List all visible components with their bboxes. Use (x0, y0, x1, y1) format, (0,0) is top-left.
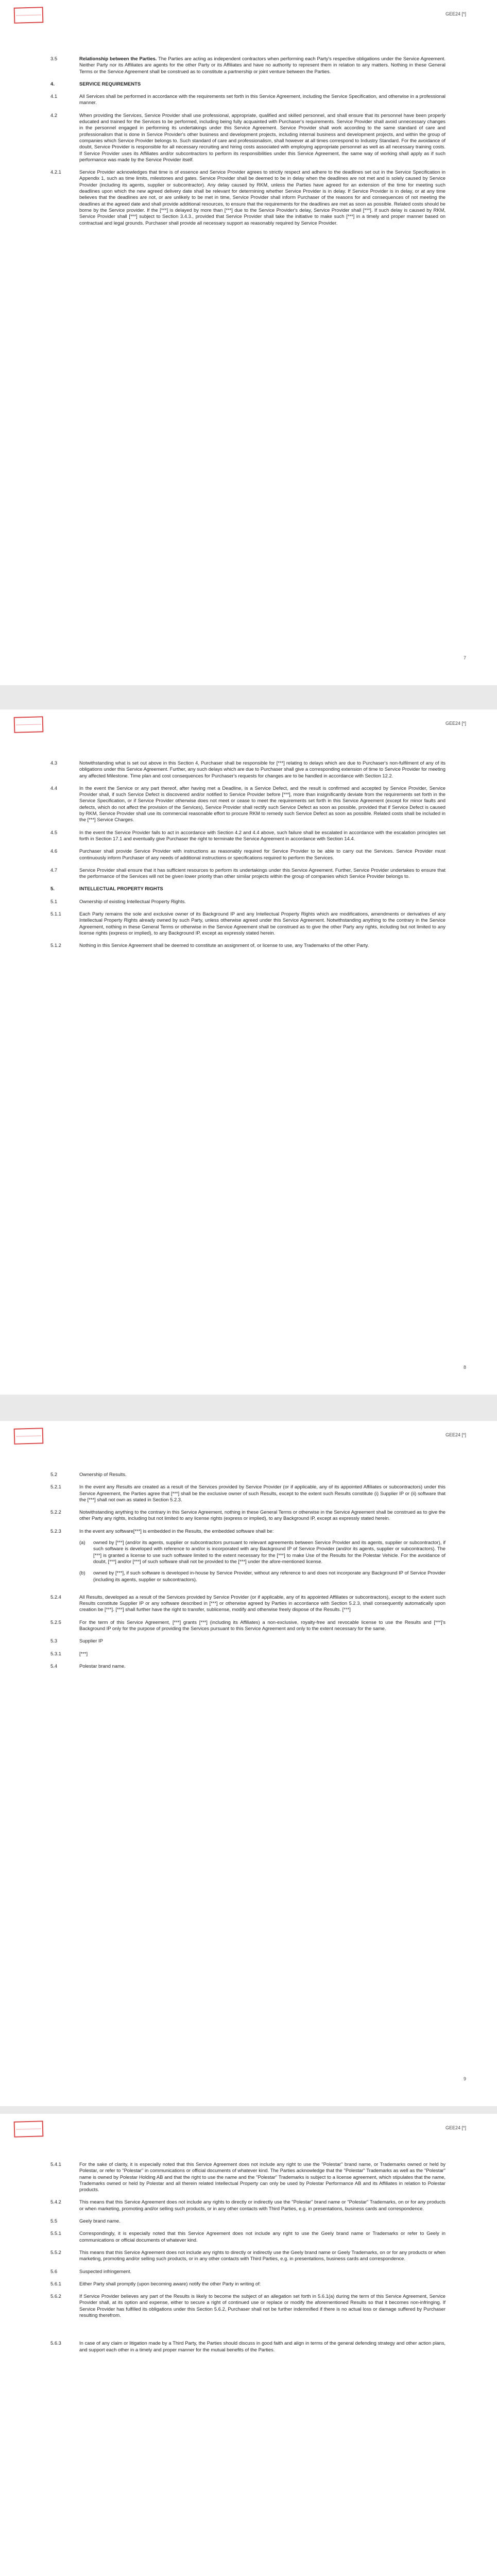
clause (50, 829, 445, 842)
confidential-stamp (14, 716, 44, 733)
clause (50, 899, 445, 905)
page-number: 7 (463, 655, 466, 660)
clause (50, 2199, 445, 2212)
clause-lead: Relationship between the Parties. (79, 56, 157, 61)
clause-text: Ownership of Results. (79, 1471, 127, 1477)
clause (50, 2340, 445, 2353)
sub-item-text: owned by [***] (and/or its agents, supplier or subcontractors pursuant to relevant agreements between Service Provider and its agents, supplier or subcontractor), if such software is developed with reference to and/or is incorporated with any Background IP of Service Provider (and/or its agents, supplier or subcontractors). The [***] is granted a license to use such software limited to the extent necessary for the [***] to make Use of the Results for the Polestar Vehicle. For the avoidance of doubt, [***] and/or [***] of such software shall not be provided to the [***] under the afore-mentioned license. (93, 1539, 445, 1564)
confidential-stamp (14, 1428, 44, 1444)
section-number: 5. (50, 886, 55, 892)
sub-item-text: owned by [***], if such software is developed in-house by Service Provider, without any reference to and does not incorporate any Background IP of Service Provider (including its agents, supplier or subcontractors). (93, 1570, 445, 1582)
clause-number: 4.6 (50, 848, 58, 854)
clause-text: This means that this Service Agreement does not include any rights to directly or indirectly use the Geely brand name or Geely Trademarks, on or for any products or when marketing, promoting and/or selling such products, or in any other contacts with Third Parties, e.g. in presentations, business cards and correspondence. (79, 2249, 445, 2262)
clause-text: Purchaser shall provide Service Provider with instructions as reasonably required for Service Provider to be able to carry out the Services. Service Provider must continuously inform Purchaser of any needs of additional instructions or specifications required to perform the Services. (79, 848, 445, 860)
page-content (50, 760, 445, 955)
clause (50, 112, 445, 163)
clause-text: Ownership of existing Intellectual Property Rights. (79, 898, 186, 904)
clause-number: 4.7 (50, 867, 58, 873)
clause-number: 5.5.2 (50, 2249, 61, 2255)
clause (50, 2249, 445, 2262)
clause-number: 3.5 (50, 56, 58, 61)
clause-text: Correspondingly, it is especially noted that this Service Agreement does not include any right to use the Geely brand name or Trademarks or refer to Geely in communications or official documents of whatever kind. (79, 2230, 445, 2243)
clause-text: In the event the Service or any part thereof, after having met a Deadline, is a Service Defect, and the result is confirmed and accepted by Service Provider, Service Provider shall, if such Service Defect is discovered and/or notified to Service Provider before [***], more than insignificantly deviate from the requirements set forth in the Service Specification, or if Service Provider otherwise does not meet or cease to meet the requirements set forth in this Service Agreement (except for minor faults and defects, which do not affect the provision of the Services), Service Provider shall rectify such Service Defect as soon as possible, provided that if Service Defect is caused by RKM, Service Provider shall use its commercial reasonable effort to procure RKM to remedy such Service Defect as soon as possible. Related costs shall be included in the [***] Service Charges. (79, 785, 445, 823)
clause-text: Nothing in this Service Agreement shall be deemed to constitute an assignment of, or license to use, any Trademarks of the other Party. (79, 942, 369, 948)
clause-number: 5.1 (50, 898, 58, 904)
clause-text: Each Party remains the sole and exclusive owner of its Background IP and any Intellectual Property Rights which are modifications, amendments or derivatives of any Intellectual Property Rights already owned by such Party, unless otherwise agreed under this Service Agreement. Notwithstanding anything to the contrary in the Service Agreement, nothing in these General Terms or otherwise in the Service Agreement shall be construed as to give the other Party any rights, including but not limited to any license rights (express or implied), to any Background IP, except as expressly stated herein. (79, 911, 445, 936)
clause-text: [***] (79, 1650, 88, 1656)
clause (50, 911, 445, 936)
clause-text: Supplier IP (79, 1638, 103, 1644)
clause-number: 5.3 (50, 1638, 58, 1644)
clause (50, 2218, 445, 2224)
clause-number: 5.1.2 (50, 942, 61, 948)
clause (50, 2281, 445, 2287)
clause-number: 5.6.2 (50, 2293, 61, 2299)
clause-text: Service Provider shall ensure that it has sufficient resources to perform its undertakings under this Service Agreement. Further, Service Provider undertakes to ensure that the performance of the Services will not be given lower priority than other similar projects within the group of companies which Service Provider belongs to. (79, 867, 445, 879)
confidential-stamp (14, 2121, 44, 2137)
clause-number: 5.6 (50, 2268, 58, 2274)
clause-body: The Parties are acting as independent contractors when performing each Party's respective obligations under the Service Agreement. Neither Party nor its Affiliates are agents for the other Party or its Affiliates and have no authority to represent them in relation to any matters. Nothing in these General Terms or the Service Agreement shall be construed as to constitute a partnership or joint venture between the Parties. (79, 56, 445, 74)
clause (50, 1528, 445, 1588)
clause-number: 5.4 (50, 1663, 58, 1669)
clause (50, 942, 445, 948)
clause-text: Polestar brand name. (79, 1663, 126, 1669)
clause (50, 93, 445, 106)
clause-text: Notwithstanding what is set out above in this Section 4, Purchaser shall be responsible for [***] relating to delays which are due to Purchaser's non-fulfilment of any of its obligations under this Service Agreement. Further, any such delays which are due to Purchaser shall give a corresponding extension of time to Service Provider for meeting any affected Milestone. Time plan and cost consequences for Purchaser's requests for changes are to be handled in accordance with Section 12.2. (79, 760, 445, 778)
page-content (50, 56, 445, 232)
clause-number: 4.4 (50, 785, 58, 791)
clause (50, 785, 445, 823)
section-heading (50, 81, 445, 87)
sub-item (79, 1570, 445, 1583)
clause (50, 56, 445, 75)
clause (50, 2268, 445, 2275)
clause-text: Service Provider acknowledges that time is of essence and Service Provider agrees to strictly respect and adhere to the deadlines set out in the Service Specification in Appendix 1, such as time limits, milestones and gates. Service Provider shall be deemed to be in delay when the deadlines are not met and is solely caused by Service Provider (including its agents, supplier or subcontractor). Any delay caused by RKM, unless the Parties have agreed for an extension of the time for meeting such deadlines upon which the new agreed delivery date shall be relevant for determining whether Service Provider is in delay. If Service Provider is in delay, or at any time believes that the deadlines are not, or are unlikely to be met in time, Service Provider shall inform Purchaser of the reasons for and consequences of not meeting the deadlines at the agreed date and shall provide additional resources, to ensure that the requirements for the deadlines are met as soon as possible. Related costs should be borne by the Service provider. If the [***] is delayed by more than [***] due to the Service Provider's delay, Service Provider shall [***]. If such delay is caused by RKM, Service Provider shall [***] subject to Section 3.4.3., provided that Service Provider shall take the initiative to make such [***] in a timely and proper manner based on contractual and legal grounds. Purchaser shall provide all necessary support as reasonably required by Service Provider. (79, 169, 445, 226)
clause-number: 5.6.1 (50, 2280, 61, 2286)
clause-text: For the sake of clarity, it is especially noted that this Service Agreement does not include any right to use the "Polestar" brand name, or Trademarks owned or held by Polestar, or refer to "Polestar" in communications or official documents of whatever kind. The Parties acknowledge that the "Polestar" Trademarks as well as the "Polestar" name is owned by Polestar Holding AB and that the right to use the name and the "Polestar" Trademarks is subject to a license agreement, which stipulates that the name, Trademarks owned or held by Polestar and all therein related Intellectual Property can only be used by Polestar Performance AB and its Affiliates in relation to Polestar products. (79, 2161, 445, 2193)
confidential-stamp (14, 7, 44, 23)
clause-number: 5.2.4 (50, 1594, 61, 1600)
document-code: GEE24 [*] (445, 721, 466, 726)
clause (50, 848, 445, 861)
clause (50, 2161, 445, 2193)
document-page (0, 1421, 497, 2106)
sub-item-number: (b) (79, 1570, 85, 1576)
clause-number: 4.3 (50, 760, 58, 766)
clause-number: 5.4.2 (50, 2199, 61, 2205)
clause-number: 5.5 (50, 2218, 58, 2224)
clause-number: 5.2.2 (50, 1509, 61, 1515)
clause-text: Geely brand name. (79, 2218, 121, 2224)
clause-number: 5.4.1 (50, 2161, 61, 2167)
clause (50, 2230, 445, 2243)
clause (50, 1663, 445, 1669)
clause (50, 1651, 445, 1657)
clause-number: 5.5.1 (50, 2230, 61, 2236)
clause-number: 5.6.3 (50, 2340, 61, 2346)
clause-text (79, 56, 445, 75)
section-title: SERVICE REQUIREMENTS (79, 80, 141, 87)
document-code: GEE24 [*] (445, 11, 466, 16)
clause-number: 5.2.1 (50, 1484, 61, 1490)
document-page (0, 709, 497, 1395)
clause-number: 4.5 (50, 829, 58, 835)
clause-text: In case of any claim or litigation made by a Third Party, the Parties should discuss in good faith and align in terms of the general defending strategy and other action plans, and support each other in a timely and proper manner for the mutual benefits of the Parties. (79, 2340, 445, 2352)
clause-text: All Results, developed as a result of the Services provided by Service Provider (or if applicable, any of its appointed Affiliates or subcontractors), except to the extent such Results constitute Supplier IP or any software described in [***] or otherwise agreed by Parties in accordance with Section 5.2.3, shall consequently automatically upon creation be [***]. [***] shall further have the right to transfer, sublicense, modify and otherwise freely dispose of the Results. [***] (79, 1594, 445, 1613)
clause-body: If Service Provider believes any part of the Results is likely to become the subject of an allegation set forth in 5.6.1(a) during the term of this Service Agreement, Service Provider shall, at its option and expense, either to secure a right of continued use or replace or modify the aforementioned Results so that it becomes non-infringing. If Service Provider has fulfilled its obligations under this Section 5.6.2, Purchaser shall not be further indemnified if there is no actual loss or damage suffered by Purchaser resulting therefrom. (79, 2293, 445, 2318)
document-page (0, 0, 497, 685)
sub-item (79, 1539, 445, 1565)
section-title: INTELLECTUAL PROPERTY RIGHTS (79, 886, 163, 892)
clause (50, 867, 445, 880)
clause-number: 4.2.1 (50, 169, 61, 175)
clause-number: 5.2.5 (50, 1619, 61, 1625)
clause (50, 1484, 445, 1503)
clause (50, 1594, 445, 1613)
clause-body: In the event any software[***] is embedded in the Results, the embedded software shall be: (79, 1528, 274, 1534)
clause (50, 2293, 445, 2334)
page-content (50, 2161, 445, 2365)
document-code: GEE24 [*] (445, 2125, 466, 2130)
clause-text: All Services shall be performed in accordance with the requirements set forth in this Service Agreement, including the Service Specification, and otherwise in a professional manner. (79, 93, 445, 106)
clause-text: Either Party shall promptly (upon becoming aware) notify the other Party in writing of: (79, 2280, 261, 2286)
clause-text (79, 1528, 445, 1588)
clause (50, 1638, 445, 1644)
clause-text: When providing the Services, Service Provider shall use professional, appropriate, qualified and skilled personnel, and shall ensure that its personnel have been properly educated and trained for the Services to be performed, including being fully acquainted with Purchaser's requirements. Service Provider shall avoid unnecessary changes in the personnel engaged in performing its undertakings under this Service Agreement. Service Provider shall work according to the same standard of care and professionalism that is done in Service Provider's other business and development projects, including internal business and development projects, and within the group of companies which Service Provider belongs to. Such standard of care and professionalism, shall however at all times correspond to Industry Standard. For the avoidance of doubt, Service Provider is responsible for all necessary recruiting and hiring costs associated with employing appropriate personnel as well as all necessary training costs. If Service Provider uses its Affiliates and/or subcontractors to perform its responsibilities under this Service Agreement, the same way of working shall apply as if such performance was made by the Service Provider itself. (79, 112, 445, 162)
clause-number: 4.2 (50, 112, 58, 118)
clause-number: 5.3.1 (50, 1650, 61, 1656)
clause-text: Notwithstanding anything to the contrary in this Service Agreement, nothing in these General Terms or otherwise in the Service Agreement shall be construed as to give the other Party any rights, including but not limited to any license rights (express or implied), to any Background IP, except as expressly stated herein. (79, 1509, 445, 1521)
clause-text: In the event any Results are created as a result of the Services provided by Service Provider (or if applicable, any of its appointed Affiliates or subcontractors) under this Service Agreement, the Parties agree that [***] shall be the exclusive owner of such Results, except to the extent such Results constitute (i) Supplier IP or (ii) software that the [***] shall not own as stated in Section 5.2.3. (79, 1484, 445, 1502)
page-content (50, 1471, 445, 1675)
clause (50, 1619, 445, 1632)
clause-text: In the event the Service Provider fails to act in accordance with Section 4.2 and 4.4 above, such failure shall be escalated in accordance with the escalation principles set forth in Section 17.1 and eventually give Purchaser the right to terminate the Service Agreement in accordance with Section 14.4. (79, 829, 445, 841)
page-number: 9 (463, 2076, 466, 2081)
page-number: 8 (463, 1365, 466, 1370)
clause (50, 1471, 445, 1478)
clause-number: 5.1.1 (50, 911, 61, 917)
section-heading (50, 886, 445, 892)
clause (50, 1509, 445, 1522)
clause-text (79, 2293, 445, 2334)
clause-number: 4.1 (50, 93, 58, 99)
clause-number: 5.2 (50, 1471, 58, 1477)
document-page (0, 2114, 497, 2576)
clause (50, 169, 445, 226)
clause-text: Suspected infringement. (79, 2268, 132, 2274)
clause-text: For the term of this Service Agreement, [***] grants [***] (including its Affiliates) a non-exclusive, royalty-free and revocable license to use the Results and [***]'s Background IP only for the purpose of providing the Services pursuant to this Service Agreement and only to the extent necessary for the same. (79, 1619, 445, 1632)
document-code: GEE24 [*] (445, 1432, 466, 1437)
clause-number: 5.2.3 (50, 1528, 61, 1534)
section-number: 4. (50, 80, 55, 87)
clause-text: This means that this Service Agreement does not include any rights to directly or indirectly use the "Polestar" brand name or "Polestar" Trademarks, on or for any products or when marketing, promoting and/or selling such products, or in any other contacts with Third Parties, e.g. in presentations, business cards and correspondence. (79, 2199, 445, 2211)
clause (50, 760, 445, 779)
sub-item-number: (a) (79, 1539, 85, 1546)
